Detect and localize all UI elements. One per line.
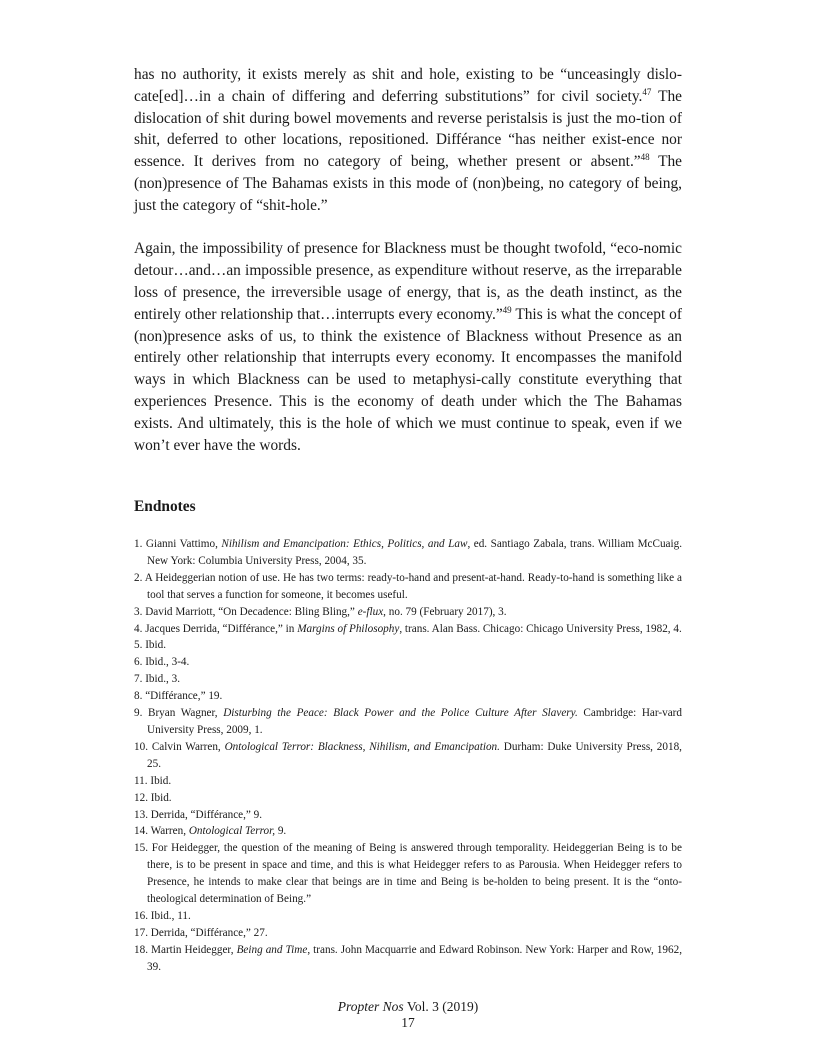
text-run: 16. Ibid., 11. [134, 909, 191, 922]
italic-text: Being and Time [236, 943, 308, 956]
endnote [134, 840, 682, 908]
text-run: 13. Derrida, “Différance,” 9. [134, 808, 263, 821]
italic-text: Nihilism and Emancipation: Ethics, Politics, and Law [221, 538, 468, 550]
endnote [134, 536, 682, 570]
text-run: The (non)presence of The Bahamas exists in this mode of (non)being, no category of being, just the category of “shit-hole.” [134, 153, 682, 214]
text-run: 17. Derrida, “Différance,” 27. [134, 926, 268, 939]
text-run: 7. Ibid., 3. [134, 673, 180, 686]
main-text [134, 64, 682, 456]
text-run: The dislocation of shit during bowel movements and reverse peristalsis is just the mo-tion of shit, deferred to other locations, repositioned. Différance “has neither exist-ence nor essence. It derives from no category of being, whether present or absent.” [134, 87, 682, 171]
text-run: , trans. John Macquarrie and Edward Robinson. New York: Harper and Row, 1962, 39. [147, 943, 682, 973]
endnote-reference: 49 [502, 304, 512, 315]
text-run: 10. Calvin Warren, [134, 740, 225, 753]
text-run: , trans. Alan Bass. Chicago: Chicago University Press, 1982, 4. [399, 622, 682, 635]
endnote-reference: 48 [640, 152, 650, 163]
italic-text: Ontological Terror, [188, 825, 276, 838]
endnote [134, 790, 682, 807]
text-run: 15. For Heidegger, the question of the meaning of Being is answered through temporality. Heideggerian Being is to be there, is to be present in space and time, and this is what Heidegger refers to as Parousia. When Heidegger refers to Presence, he intends to make clear that beings are in time and Being is be-holden to being present. It is the “onto-theological determination of Being.” [134, 842, 682, 906]
text-run: , ed. Santiago Zabala, trans. William McCuaig. New York: Columbia University Press, 2004, 35. [147, 538, 683, 567]
endnote [134, 604, 682, 621]
text-run: Durham: Duke University Press, 2018, 25. [147, 740, 682, 770]
text-run: 11. Ibid. [134, 774, 172, 787]
text-run: , no. 79 (February 2017), 3. [383, 605, 507, 618]
body-paragraph [134, 238, 682, 456]
text-run: has no authority, it exists merely as shit and hole, existing to be “unceasingly dislo-cate[ed]…in a chain of differing and deferring substitutions” for civil society. [134, 66, 682, 105]
endnote [134, 823, 682, 840]
text-run: 4. Jacques Derrida, “Différance,” in [134, 622, 298, 635]
endnote [134, 621, 682, 638]
text-run: 5. Ibid. [134, 639, 167, 652]
endnote [134, 942, 682, 976]
text-run: 3. David Marriott, “On Decadence: Bling Bling,” [134, 605, 358, 618]
endnote [134, 908, 682, 925]
endnotes-heading: Endnotes [134, 498, 196, 515]
text-run: This is what the concept of (non)presence asks of us, to think the existence of Blackness without Presence as an entirely other relationship that interrupts every economy. It encompasses the manifold ways in which Blackness can be used to metaphysi-cally constitute everything that experiences Presence. This is the economy of death under which the The Bahamas exists. And ultimately, this is the hole of which we must continue to speak, even if we won’t ever have the words. [134, 305, 682, 454]
text-run: 14. Warren, [134, 825, 189, 838]
text-run: 9. Bryan Wagner, [134, 707, 224, 720]
endnote [134, 739, 682, 773]
italic-text: Margins of Philosophy [297, 622, 400, 635]
text-run: 8. “Différance,” 19. [134, 690, 223, 703]
italic-text: Disturbing the Peace: Black Power and the Police Culture After Slavery. [223, 707, 578, 720]
italic-text: Ontological Terror: Blackness, Nihilism, and Emancipation. [224, 740, 500, 753]
page-number: 17 [401, 1015, 415, 1030]
text-run: 9. [275, 825, 287, 838]
text-run: Cambridge: Har-vard University Press, 2009, 1. [147, 707, 682, 736]
endnote [134, 654, 682, 671]
text-run: 6. Ibid., 3-4. [134, 656, 190, 669]
endnotes-list [134, 536, 682, 976]
text-run: 1. Gianni Vattimo, [134, 538, 222, 550]
endnote [134, 925, 682, 942]
endnote [134, 570, 682, 604]
journal-title: Propter Nos [337, 999, 404, 1014]
endnote-reference: 47 [642, 86, 652, 97]
endnote [134, 688, 682, 705]
endnote [134, 671, 682, 688]
text-run: Again, the impossibility of presence for Blackness must be thought twofold, “eco-nomic detour…and…an impossible presence, as expenditure without reserve, as the irreparable loss of presence, the irreversible usage of energy, that is, as the death instinct, as the entirely other relationship that…interrupts every economy.” [134, 240, 682, 323]
page-footer [0, 999, 816, 1031]
text-run: 2. A Heideggerian notion of use. He has two terms: ready-to-hand and present-at-hand. Ready-to-hand is something like a tool that serves a function for someone, it becomes useful. [134, 571, 682, 601]
endnote [134, 807, 682, 824]
text-run: 12. Ibid. [134, 791, 172, 804]
text-run: 18. Martin Heidegger, [134, 943, 237, 956]
endnote [134, 637, 682, 654]
body-paragraph [134, 64, 682, 217]
journal-citation [0, 999, 816, 1015]
endnote [134, 773, 682, 790]
endnote [134, 705, 682, 739]
italic-text: e-flux [357, 605, 384, 618]
journal-volume: Vol. 3 (2019) [403, 999, 479, 1014]
